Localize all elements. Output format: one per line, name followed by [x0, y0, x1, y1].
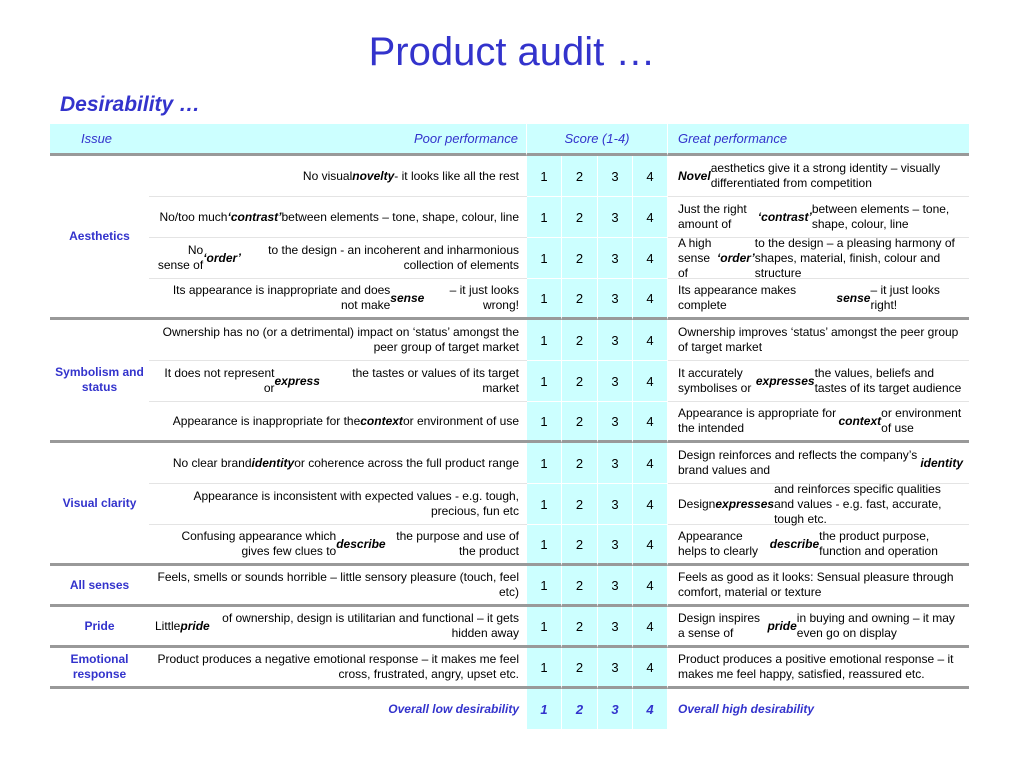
text-pre: No/too much [159, 209, 228, 224]
poor-performance-text [149, 156, 527, 197]
great-performance-text [668, 481, 969, 526]
score-option-2[interactable]: 2 [562, 566, 598, 607]
text-post: between elements – tone, shape, colour, line [281, 209, 519, 224]
text-pre: Appearance is appropriate for the intended [678, 406, 837, 435]
text-post: to the design – a pleasing harmony of shapes, material, finish, colour and structure [754, 235, 955, 280]
score-option-3[interactable]: 3 [598, 156, 633, 197]
score-option-4[interactable]: 4 [633, 607, 668, 648]
issue-label: Visual clarity [50, 443, 149, 566]
score-option-3[interactable]: 3 [598, 402, 633, 443]
score-option-1[interactable]: 1 [527, 156, 562, 197]
poor-performance-text [149, 402, 527, 443]
header-score: Score (1-4) [527, 124, 668, 156]
score-option-1[interactable]: 1 [527, 648, 562, 689]
great-performance-text [668, 443, 969, 484]
text-pre: It accurately symbolises or [678, 366, 752, 395]
poor-performance-text [149, 525, 527, 566]
score-option-1[interactable]: 1 [527, 525, 562, 566]
score-option-4[interactable]: 4 [633, 156, 668, 197]
score-option-2[interactable]: 2 [562, 443, 598, 484]
score-option-4[interactable]: 4 [633, 402, 668, 443]
text-post: the values, beliefs and tastes of its target audience [814, 366, 962, 395]
score-option-1[interactable]: 1 [527, 361, 562, 402]
text-pre: Product produces a negative emotional response – it makes me feel cross, frustrated, angry, upset etc. [157, 652, 519, 681]
score-option-1[interactable]: 1 [527, 566, 562, 607]
score-option-1[interactable]: 1 [527, 197, 562, 238]
text-post: in buying and owning – it may even go on display [796, 611, 955, 640]
header-great-performance: Great performance [668, 124, 969, 156]
poor-performance-text [149, 279, 527, 320]
text-pre: Product produces a positive emotional response – it makes me feel happy, satisfied, reassured etc. [678, 652, 954, 681]
text-em: identity [251, 455, 295, 470]
text-post: the purpose and use of the product [396, 529, 519, 558]
section-subtitle: Desirability … [60, 93, 201, 116]
text-em: express [274, 373, 320, 388]
text-pre: Design [678, 496, 716, 511]
text-post: aesthetics give it a strong identity – visually differentiated from competition [710, 161, 941, 190]
text-post: of ownership, design is utilitarian and functional – it gets hidden away [222, 611, 519, 640]
score-option-1[interactable]: 1 [527, 607, 562, 648]
great-performance-text [668, 156, 969, 197]
score-option-3[interactable]: 3 [598, 361, 633, 402]
overall-high-label: Overall high desirability [678, 701, 815, 716]
score-option-1[interactable]: 1 [527, 443, 562, 484]
text-pre: Little [155, 618, 181, 633]
overall-low-label: Overall low desirability [388, 701, 519, 716]
text-pre: Ownership improves ‘status’ amongst the peer group of target market [678, 325, 959, 354]
great-performance-text [668, 361, 969, 402]
score-option-3[interactable]: 3 [598, 320, 633, 361]
text-pre: Its appearance is inappropriate and does not make [172, 283, 391, 312]
overall-score-3[interactable]: 3 [598, 689, 633, 729]
text-em: sense [390, 290, 425, 305]
score-option-2[interactable]: 2 [562, 525, 598, 566]
great-performance-text [668, 235, 969, 280]
score-option-2[interactable]: 2 [562, 320, 598, 361]
score-option-2[interactable]: 2 [562, 197, 598, 238]
great-performance-text [668, 279, 969, 320]
score-option-2[interactable]: 2 [562, 156, 598, 197]
text-em: describe [769, 536, 820, 551]
text-pre: Design inspires a sense of [678, 611, 761, 640]
score-option-3[interactable]: 3 [598, 197, 633, 238]
text-pre: Confusing appearance which gives few clues to [181, 529, 337, 558]
score-option-2[interactable]: 2 [562, 402, 598, 443]
score-option-2[interactable]: 2 [562, 238, 598, 279]
score-option-4[interactable]: 4 [633, 648, 668, 689]
text-pre: Appearance is inappropriate for the [172, 413, 361, 428]
text-em: ‘contrast’ [227, 209, 282, 224]
text-pre: Feels as good as it looks: Sensual pleasure through comfort, material or texture [678, 570, 954, 599]
text-em: expresses [715, 496, 775, 511]
issue-label: Symbolism and status [50, 320, 149, 443]
text-post: between elements – tone, shape, colour, line [811, 202, 950, 231]
text-post: or environment of use [881, 406, 962, 435]
score-option-4[interactable]: 4 [633, 320, 668, 361]
score-option-4[interactable]: 4 [633, 443, 668, 484]
text-post: or coherence across the full product range [294, 455, 519, 470]
score-option-1[interactable]: 1 [527, 320, 562, 361]
text-em: Novel [678, 168, 711, 183]
overall-score-1[interactable]: 1 [527, 689, 562, 729]
text-em: expresses [755, 373, 815, 388]
text-pre: No clear brand [172, 455, 252, 470]
text-pre: Just the right amount of [678, 202, 747, 231]
text-pre: Feels, smells or sounds horrible – little sensory pleasure (touch, feel etc) [157, 570, 519, 599]
text-pre: Appearance helps to clearly [678, 529, 759, 558]
great-performance-text [668, 648, 969, 689]
issue-label: Pride [50, 607, 149, 648]
text-em: ‘order’ [716, 250, 755, 265]
poor-performance-text [149, 566, 527, 607]
score-option-2[interactable]: 2 [562, 607, 598, 648]
score-option-3[interactable]: 3 [598, 648, 633, 689]
score-option-4[interactable]: 4 [633, 361, 668, 402]
text-post: – it just looks right! [870, 283, 940, 312]
poor-performance-text [149, 361, 527, 402]
great-performance-text [668, 525, 969, 566]
great-performance-text [668, 566, 969, 607]
audit-table [50, 124, 974, 729]
text-pre: Its appearance makes complete [678, 283, 797, 312]
score-option-1[interactable]: 1 [527, 279, 562, 320]
score-option-4[interactable]: 4 [633, 484, 668, 525]
text-em: context [838, 413, 882, 428]
score-option-2[interactable]: 2 [562, 648, 598, 689]
score-option-3[interactable]: 3 [598, 484, 633, 525]
text-em: ‘contrast’ [757, 209, 812, 224]
score-option-4[interactable]: 4 [633, 525, 668, 566]
score-option-3[interactable]: 3 [598, 279, 633, 320]
text-em: ‘order’ [203, 250, 241, 265]
great-performance-text [668, 197, 969, 238]
text-em: sense [836, 290, 871, 305]
text-em: pride [767, 618, 797, 633]
poor-performance-text [149, 320, 527, 361]
text-pre: No sense of [157, 243, 204, 272]
score-option-3[interactable]: 3 [598, 607, 633, 648]
text-post: - it looks like all the rest [394, 168, 519, 183]
overall-score-4[interactable]: 4 [633, 689, 668, 729]
great-performance-text [668, 320, 969, 361]
poor-performance-text [149, 648, 527, 689]
great-performance-text [668, 402, 969, 443]
text-em: novelty [352, 168, 395, 183]
poor-performance-text [149, 443, 527, 484]
text-post: or environment of use [402, 413, 519, 428]
text-post: the product purpose, function and operation [819, 529, 938, 558]
text-pre: Appearance is inconsistent with expected values - e.g. tough, precious, fun etc [193, 489, 519, 518]
text-em: identity [920, 455, 963, 470]
text-post: the tastes or values of its target market [352, 366, 519, 395]
text-pre: A high sense of [678, 235, 712, 280]
score-option-4[interactable]: 4 [633, 238, 668, 279]
text-pre: It does not represent or [164, 366, 275, 395]
overall-spacer [50, 689, 149, 729]
great-performance-text [668, 607, 969, 648]
issue-label: All senses [50, 566, 149, 607]
poor-performance-text [149, 607, 527, 648]
score-option-1[interactable]: 1 [527, 402, 562, 443]
score-option-2[interactable]: 2 [562, 279, 598, 320]
score-option-1[interactable]: 1 [527, 484, 562, 525]
score-option-4[interactable]: 4 [633, 279, 668, 320]
text-pre: No visual [302, 168, 353, 183]
score-option-4[interactable]: 4 [633, 197, 668, 238]
header-issue: Issue [50, 124, 149, 156]
text-pre: Ownership has no (or a detrimental) impact on ‘status’ amongst the peer group of target market [162, 325, 519, 354]
text-post: and reinforces specific qualities and values - e.g. fast, accurate, tough etc. [774, 481, 942, 526]
score-option-3[interactable]: 3 [598, 443, 633, 484]
poor-performance-text [149, 484, 527, 525]
text-pre: Design reinforces and reflects the company’s brand values and [678, 448, 918, 477]
text-em: describe [336, 536, 386, 551]
score-option-3[interactable]: 3 [598, 566, 633, 607]
text-post: – it just looks wrong! [449, 283, 519, 312]
text-post: to the design - an incoherent and inharmonious collection of elements [268, 243, 519, 272]
score-option-2[interactable]: 2 [562, 361, 598, 402]
score-option-3[interactable]: 3 [598, 525, 633, 566]
text-em: context [360, 413, 403, 428]
overall-score-2[interactable]: 2 [562, 689, 598, 729]
poor-performance-text [149, 197, 527, 238]
poor-performance-text [149, 238, 527, 279]
score-option-3[interactable]: 3 [598, 238, 633, 279]
score-option-1[interactable]: 1 [527, 238, 562, 279]
score-option-2[interactable]: 2 [562, 484, 598, 525]
issue-label: Aesthetics [50, 156, 149, 320]
text-em: pride [180, 618, 210, 633]
issue-label: Emotional response [50, 648, 149, 689]
header-poor-performance: Poor performance [149, 124, 527, 156]
page-title: Product audit … [368, 30, 656, 74]
score-option-4[interactable]: 4 [633, 566, 668, 607]
